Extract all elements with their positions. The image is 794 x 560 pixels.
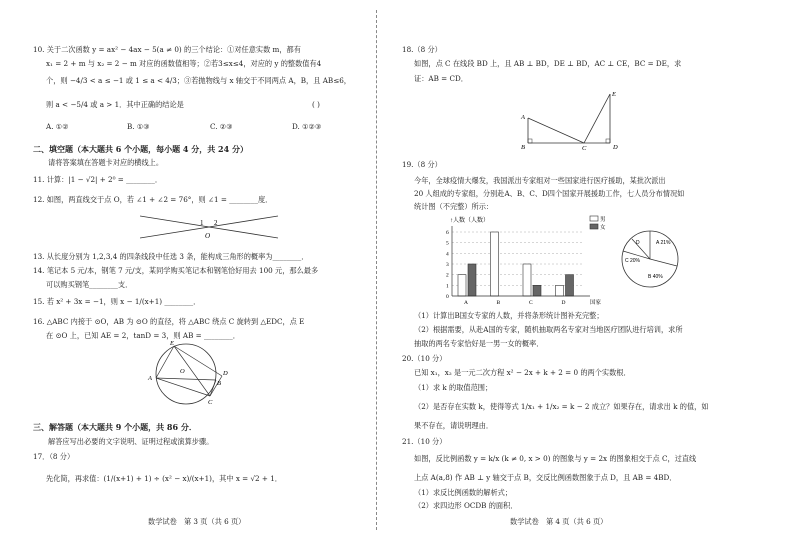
- q10-line1: 10. 关于二次函数 y = ax² − 4ax − 5(a ≠ 0) 的三个结论：①对任意实数 m，都有: [33, 45, 301, 54]
- right-footer: 数学试卷 第 4 页（共 6 页）: [510, 517, 608, 526]
- x-tick-label-A: A: [464, 300, 468, 306]
- q10-line3: 个，则 −4/3 < a ≤ −1 或 1 ≤ a < 4/3；③若抛物线与 x 轴交于不同两点 A，B，且 AB≤6，: [46, 76, 351, 85]
- q16-point-c: C: [208, 399, 213, 406]
- bar-D-male: [556, 285, 564, 296]
- q12-figure: [140, 212, 280, 242]
- pie-label-a: A 21%: [656, 240, 671, 246]
- bar-A-male: [458, 275, 466, 296]
- q21-line2: 上点 A(a,8) 作 AB ⊥ y 轴交于点 B，交反比例函数图象于点 D，且 AB = 4BD．: [414, 473, 677, 482]
- bar-C-female: [533, 285, 541, 296]
- q16-cont: 在 ⊙O 上，已知 AE = 2，tanD = 3，则 AB = ________．: [46, 331, 240, 340]
- bar-D-female: [566, 275, 574, 296]
- section3-title: 三、解答题（本大题共 9 个小题，共 86 分．: [33, 422, 197, 432]
- legend-female-swatch: [590, 224, 598, 229]
- y-tick-label: 4: [446, 251, 449, 258]
- x-tick-label-C: C: [529, 300, 533, 306]
- q10-option-c: C. ②③: [210, 122, 233, 131]
- q18-line2: 证：AB = CD．: [414, 74, 468, 83]
- q18-point-b: B: [521, 144, 525, 150]
- q21-sub1: （1）求反比例函数的解析式；: [414, 488, 513, 497]
- q16: 16. △ABC 内接于 ⊙O，AB 为 ⊙O 的直径，将 △ABC 绕点 C 旋转到 △EDC，点 E: [33, 317, 305, 326]
- q10-option-b: B. ①③: [127, 122, 150, 131]
- q16-point-a: A: [148, 375, 152, 382]
- q20-line1: 已知 x₁，x₂ 是一元二次方程 x² − 2x + k + 2 = 0 的两个实数根．: [414, 368, 631, 377]
- q10-option-a: A. ①②: [46, 122, 69, 131]
- x-tick-label-B: B: [496, 300, 501, 306]
- q19-line2: 20 人组成的专家组，分别赴A、B、C、D四个国家开展援助工作，七人员分布情况如: [414, 189, 685, 198]
- left-footer: 数学试卷 第 3 页（共 6 页）: [148, 517, 246, 526]
- q19-sub2-cont: 抽取的两名专家恰好是一男一女的概率．: [414, 339, 544, 348]
- left-page: [0, 0, 390, 560]
- section2-note: 请将答案填在答题卡对应的横线上。: [48, 158, 164, 167]
- q10-line2: x₁ = 2 + m 与 x₂ = 2 − m 对应的函数值相等；②若3≤x≤4，对应的 y 的整数值有4: [46, 59, 322, 68]
- q19-sub1: （1）计算出B国女专家的人数，并将条形统计图补充完整；: [414, 311, 604, 320]
- y-tick-label: 5: [446, 240, 449, 247]
- q17-head: 17．（8 分）: [33, 452, 75, 461]
- legend-male-swatch: [590, 216, 598, 221]
- q20-head: 20.（10 分）: [402, 354, 447, 363]
- q17-body: 先化简，再求值：(1/(x+1) + 1) ÷ (x² − x)/(x+1)，其中 x = √2 + 1．: [46, 474, 282, 483]
- q21-sub2: （2）求四边形 OCDB 的面积．: [414, 501, 518, 510]
- legend-male-label: 男: [600, 217, 606, 223]
- q19-line3: 统计图（不完整）所示：: [414, 202, 494, 211]
- y-tick-label: 1: [446, 283, 449, 290]
- q18-line1: 如图，点 C 在线段 BD 上，且 AB ⊥ BD，DE ⊥ BD，AC ⊥ CE，BC = DE，求: [414, 59, 682, 68]
- q19-bar-chart: [440, 214, 615, 306]
- bar-A-female: [468, 264, 476, 296]
- section2-title: 二、填空题（本大题共 6 个小题，每小题 4 分，共 24 分）: [33, 144, 248, 154]
- q20-sub2-cont: 果不存在，请说明理由．: [414, 421, 494, 430]
- q19-line1: 今年，全球疫情大爆发，我国派出专家组对一些国家进行医疗援助，某批次派出: [414, 176, 666, 185]
- q20-sub2: （2）是否存在实数 k，使得等式 1/x₁ + 1/x₂ = k − 2 成立？如果存在，请求出 k 的值，如: [414, 402, 709, 411]
- q11: 11. 计算：|1 − √2| + 2⁰ = ________．: [33, 175, 163, 184]
- x-tick-label-D: D: [561, 300, 566, 306]
- right-page: [390, 0, 794, 560]
- pie-label-b: B 40%: [648, 274, 663, 280]
- q18-point-d: D: [613, 144, 618, 150]
- q13: 13. 从长度分别为 1,2,3,4 的四条线段中任选 3 条，能构成三角形的概率为________．: [33, 252, 309, 261]
- q18-figure: [520, 88, 620, 150]
- pie-label-d: D: [636, 240, 640, 246]
- q12-point-o: O: [205, 232, 211, 240]
- q10-option-d: D. ①②③: [292, 122, 322, 131]
- q12-angle1-label: 1: [200, 219, 204, 227]
- pie-label-c: C 20%: [625, 258, 641, 264]
- q16-point-b: B: [217, 380, 221, 387]
- q14: 14. 笔记本 5 元/本，钢笔 7 元/支，某同学购买笔记本和钢笔恰好用去 100 元，那么最多: [33, 266, 319, 275]
- q18-point-a: A: [521, 114, 525, 121]
- q10-paren: ( ): [312, 100, 320, 109]
- y-tick-label: 0: [446, 294, 449, 300]
- q19-head: 19.（8 分）: [402, 160, 442, 169]
- bar-B-male: [491, 232, 499, 296]
- section3-note: 解答应写出必要的文字说明、证明过程或演算步骤。: [48, 437, 214, 446]
- page-divider: [376, 10, 377, 530]
- q16-point-o: O: [180, 368, 185, 375]
- q10-line4: 则 a < −5/4 或 a > 1．其中正确的结论是: [46, 100, 184, 109]
- legend-female-label: 女: [600, 225, 606, 231]
- bar-C-male: [523, 264, 531, 296]
- q19-pie-chart: [618, 226, 688, 292]
- q16-point-d: D: [223, 370, 228, 377]
- y-tick-label: 6: [446, 230, 449, 236]
- q16-point-e: E: [170, 340, 174, 347]
- q12-angle2-label: 2: [214, 219, 218, 227]
- q15: 15. 若 x² + 3x = −1，则 x − 1/(x+1) ________．: [33, 297, 201, 306]
- q18-head: 18.（8 分）: [402, 45, 442, 54]
- q20-sub1: （1）求 k 的取值范围；: [414, 383, 493, 392]
- q19-chart-xlabel: 国家: [590, 300, 602, 306]
- q12: 12. 如图，两直线交于点 O，若 ∠1 + ∠2 = 76°，则 ∠1 = ________度．: [33, 195, 273, 204]
- y-tick-label: 2: [446, 272, 449, 279]
- q21-head: 21.（10 分）: [402, 437, 447, 446]
- q18-point-c: C: [582, 145, 587, 150]
- q19-sub2: （2）根据需要，从赴A国的专家，随机抽取两名专家对当地医疗团队进行培训，求所: [414, 325, 683, 334]
- q19-chart-ylabel: ↑人数（人数）: [450, 218, 490, 224]
- y-tick-label: 3: [446, 262, 449, 268]
- q21-line1: 如图，反比例函数 y = k/x (k ≠ 0, x > 0) 的图象与 y = 2x 的图象相交于点 C，过直线: [414, 454, 697, 463]
- q18-point-e: E: [612, 91, 616, 98]
- q16-figure: [140, 338, 240, 406]
- q14-cont: 可以购买钢笔________支．: [46, 280, 133, 289]
